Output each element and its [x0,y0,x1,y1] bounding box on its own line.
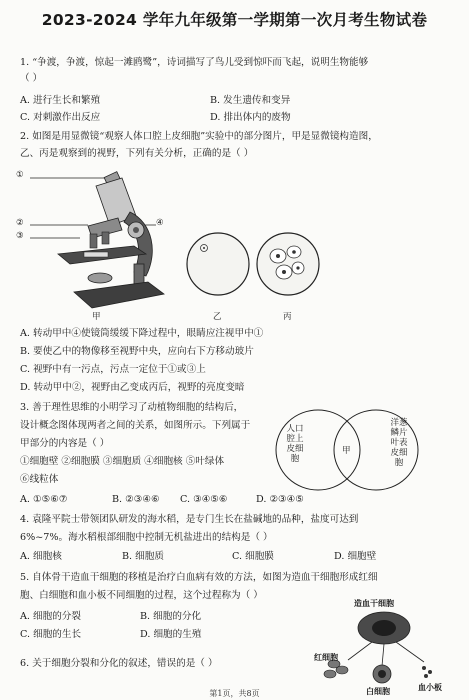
label-stem-cell: 造血干细胞 [354,598,394,608]
page-footer: 第1页，共8页 [209,689,260,698]
q4-option-b: B. 细胞质 [122,551,164,562]
q1-stem: 1. “争渡，争渡，惊起一滩鸥鹭”，诗词描写了鸟儿受到惊吓而飞起，说明生物能够 [20,57,369,68]
exam-title: 2023-2024 学年九年级第一学期第一次月考生物试卷 [41,11,428,29]
q2-option-c: C. 视野中有一污点，污点一定位于①或③上 [20,364,206,375]
q3-items-line2: ⑥线粒体 [20,474,59,485]
q1-option-a: A. 进行生长和繁殖 [20,95,101,106]
q5-stem-line1: 5. 自体骨干造血干细胞的移植是治疗白血病有效的方法，如图为造血干细胞形成红细 [20,572,378,583]
q2-stem-line2: 乙、丙是观察到的视野，下列有关分析，正确的是（ ） [20,148,254,159]
q6-stem: 6. 关于细胞分裂和分化的叙述，错误的是（ ） [20,658,218,669]
microscope-illustration [18,168,178,318]
figure-label-bing: 丙 [283,312,292,322]
q3-option-c: C. ③④⑤⑥ [180,494,228,505]
q2-option-a: A. 转动甲中④使镜筒缓缓下降过程中，眼睛应注视甲中① [20,328,264,339]
q4-stem-line1: 4. 袁隆平院士带领团队研发的海水稻，是专门生长在盐碱地的品种，盐度可达到 [20,514,359,525]
q5-option-a: A. 细胞的分裂 [20,611,81,622]
q3-option-a: A. ①⑤⑥⑦ [20,494,68,505]
view-circle-bing [254,230,322,298]
venn-left-label: 人口腔上皮细胞 [286,424,304,464]
q3-option-d: D. ②③④⑤ [256,494,304,505]
q3-option-b: B. ②③④⑥ [112,494,160,505]
hematopoiesis-figure [312,598,462,696]
q1-paren: （ ） [20,73,43,84]
q3-stem-line1: 3. 善于理性思维的小明学习了动植物细胞的结构后， [20,402,244,413]
q3-stem-line3: 甲部分的内容是（ ） [20,438,110,449]
microscope-label-2: ② [16,218,24,228]
q4-option-d: D. 细胞壁 [334,551,377,562]
q5-option-c: C. 细胞的生长 [20,629,82,640]
figure-label-yi: 乙 [213,312,222,322]
field-of-view-yi [184,230,252,298]
label-red-blood-cell: 红细胞 [314,652,338,662]
q4-stem-line2: 6%~7%。海水稻根部细胞中控制无机盐进出的结构是（ ） [20,532,273,543]
q1-option-c: C. 对刺激作出反应 [20,112,101,123]
field-of-view-bing [254,230,322,298]
q1-option-d: D. 排出体内的废物 [210,112,291,123]
q3-stem-line2: 设计概念图体现两者之间的关系，如图所示。下列属于 [20,420,251,431]
q5-option-b: B. 细胞的分化 [140,611,202,622]
venn-right-label: 洋葱鳞片叶表皮细胞 [390,418,408,468]
q2-option-b: B. 要使乙中的物像移至视野中央，应向右下方移动玻片 [20,346,254,357]
q5-option-d: D. 细胞的生殖 [140,629,202,640]
venn-diagram [272,404,422,496]
q2-option-d: D. 转动甲中②，视野由乙变成丙后，视野的亮度变暗 [20,382,245,393]
venn-center-label: 甲 [342,446,351,456]
microscope-figure [18,168,178,318]
view-circle-yi [184,230,252,298]
q4-option-a: A. 细胞核 [20,551,62,562]
microscope-label-3: ③ [16,231,24,241]
q1-option-b: B. 发生遗传和变异 [210,95,291,106]
q2-stem-line1: 2. 如图是用显微镜“观察人体口腔上皮细胞”实验中的部分图片，甲是显微镜构造图， [20,131,378,142]
q3-items: ①细胞壁 ②细胞膜 ③细胞质 ④细胞核 ⑤叶绿体 [20,456,225,467]
microscope-label-1: ① [16,170,24,180]
label-platelet: 血小板 [418,682,442,692]
q5-stem-line2: 胞、白细胞和血小板不同细胞的过程，这个过程称为（ ） [20,590,263,601]
microscope-label-4: ④ [156,218,164,228]
figure-label-jia: 甲 [92,312,101,322]
label-white-blood-cell: 白细胞 [366,686,390,696]
q4-option-c: C. 细胞膜 [232,551,274,562]
